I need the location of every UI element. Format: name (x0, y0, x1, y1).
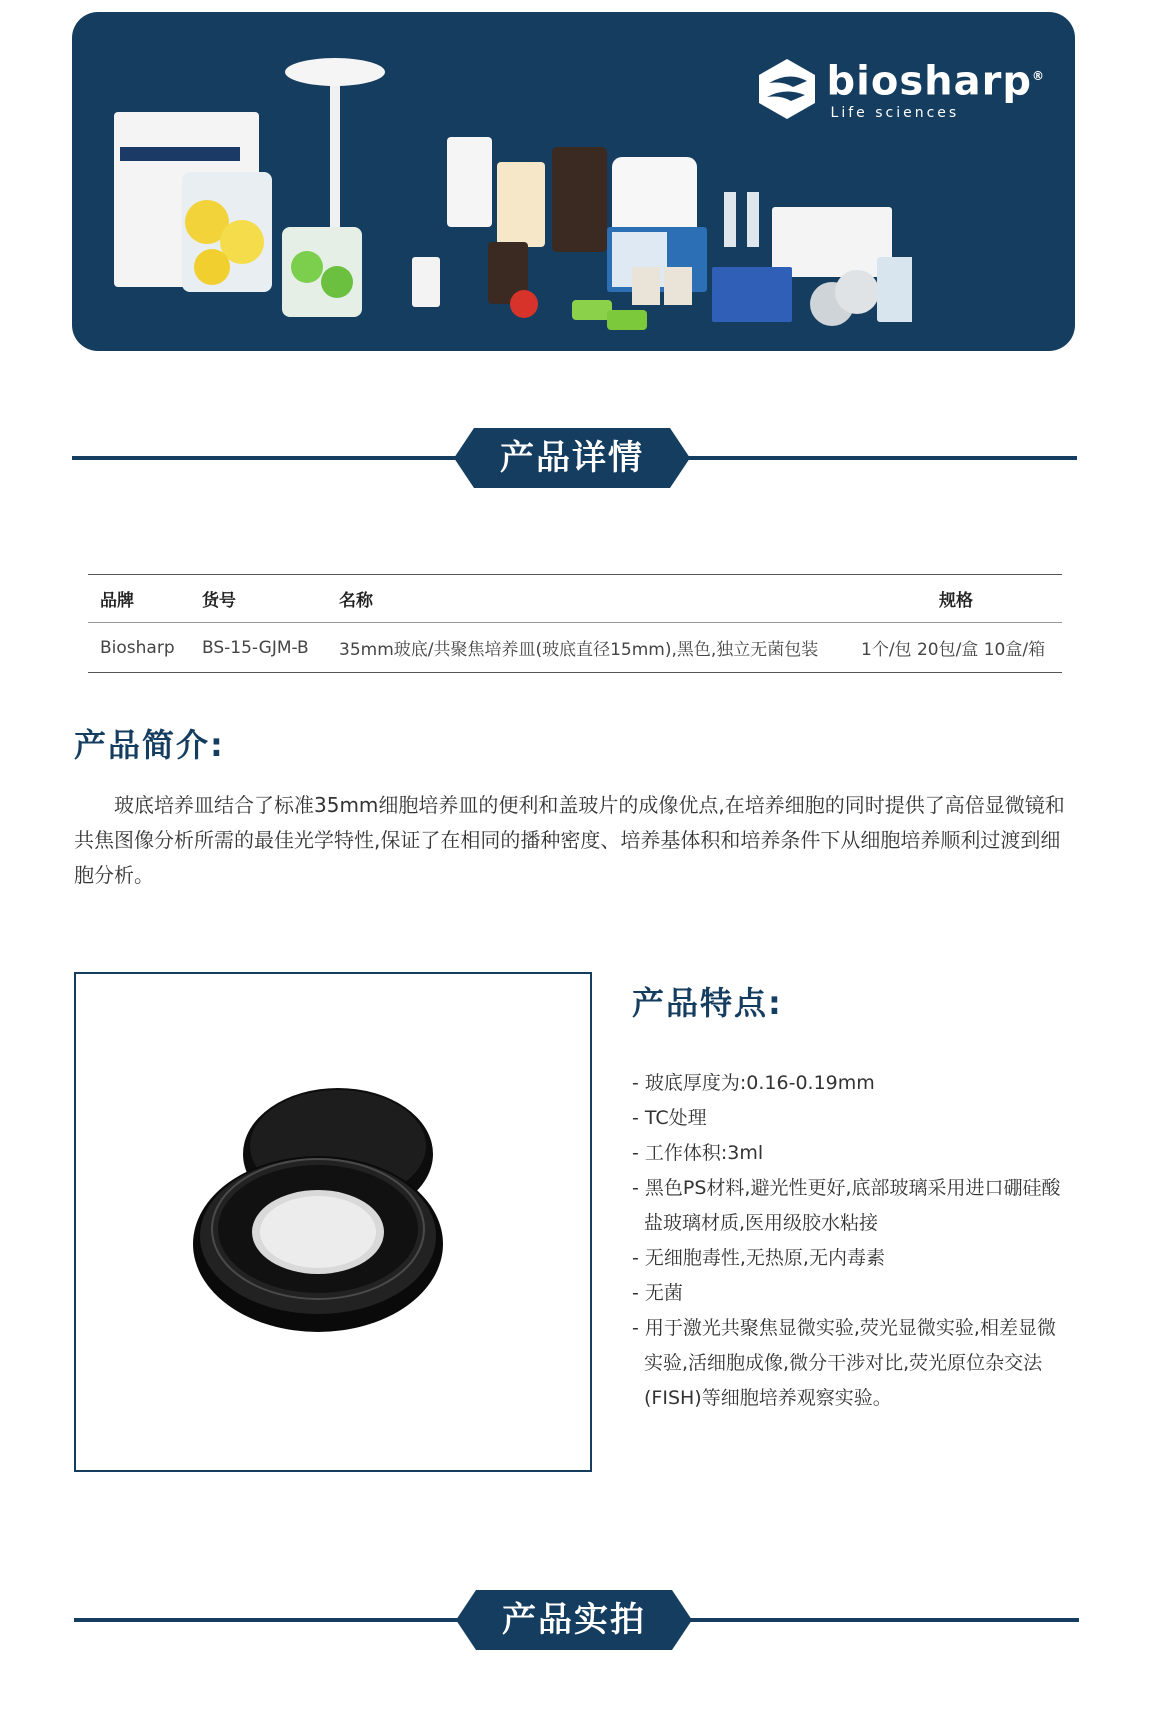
col-sku-header: 货号 (202, 591, 236, 611)
list-item: - 用于激光共聚焦显微实验,荧光显微实验,相差显微实验,活细胞成像,微分干涉对比,荧光原位杂交法(FISH)等细胞培养观察实验。 (632, 1317, 1056, 1409)
product-image-frame (74, 972, 592, 1472)
cell-spec: 1个/包 20包/盒 10盒/箱 (861, 640, 1046, 660)
hero-banner (72, 12, 1075, 351)
cell-sku: BS-15-GJM-B (202, 637, 309, 658)
section-header-details (72, 418, 1077, 498)
brand-tagline: Life sciences (830, 105, 960, 122)
col-brand-header: 品牌 (100, 591, 134, 611)
list-item: - 玻底厚度为:0.16-0.19mm (632, 1072, 875, 1094)
biosharp-logo-icon (755, 57, 819, 121)
list-item: - 无细胞毒性,无热原,无内毒素 (632, 1247, 885, 1269)
table-header-row (88, 575, 1062, 623)
features-heading: 产品特点: (632, 984, 783, 1022)
spec-table (88, 574, 1062, 673)
cell-brand: Biosharp (100, 637, 175, 658)
cell-name: 35mm玻底/共聚焦培养皿(玻底直径15mm),黑色,独立无菌包装 (339, 640, 819, 660)
list-item: - 工作体积:3ml (632, 1142, 764, 1164)
features-list (632, 1066, 1072, 1416)
list-item: - 无菌 (632, 1282, 683, 1304)
intro-text: 玻底培养皿结合了标准35mm细胞培养皿的便利和盖玻片的成像优点,在培养细胞的同时提供了高倍显微镜和共焦图像分析所需的最佳光学特性,保证了在相同的播种密度、培养基体积和培养条件下从细胞培养顺利过渡到细胞分析。 (74, 793, 1065, 887)
section-title: 产品实拍 (502, 1600, 646, 1640)
col-name-header: 名称 (339, 591, 373, 611)
list-item: - TC处理 (632, 1107, 707, 1129)
col-spec-header: 规格 (939, 591, 973, 611)
brand-logo (755, 56, 1045, 121)
list-item: - 黑色PS材料,避光性更好,底部玻璃采用进口硼硅酸盐玻璃材质,医用级胶水粘接 (632, 1177, 1061, 1234)
brand-name: biosharp® (826, 58, 1045, 105)
section-header-photos (74, 1580, 1079, 1660)
table-row (88, 623, 1062, 673)
petri-dish-image (76, 974, 590, 1470)
intro-heading: 产品简介: (74, 726, 225, 764)
section-title: 产品详情 (500, 438, 644, 478)
